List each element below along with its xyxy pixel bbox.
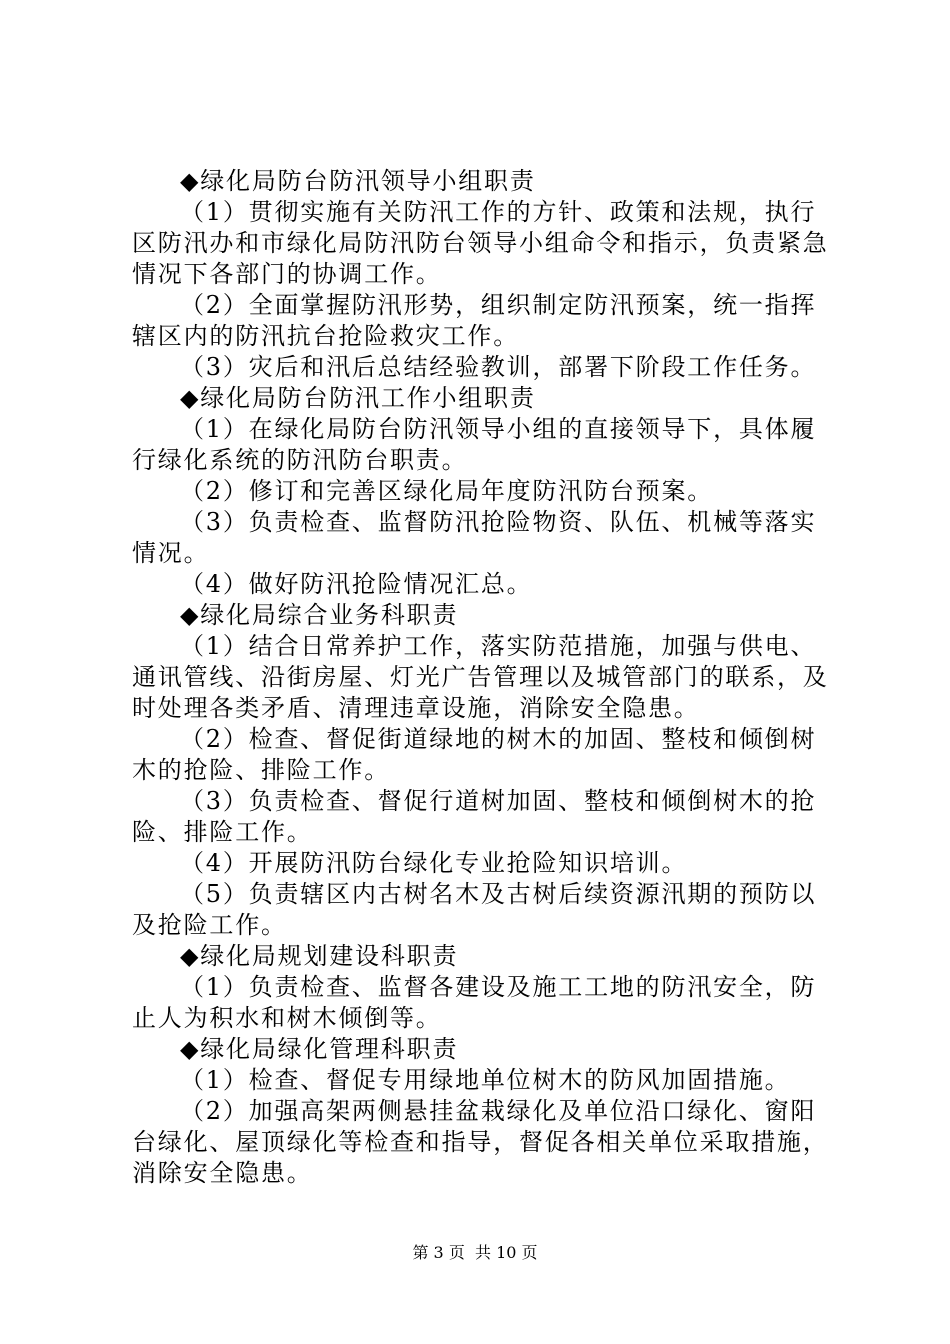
list-item: （4）做好防汛抢险情况汇总。 xyxy=(180,570,533,598)
list-item: （3）负责检查、监督防汛抢险物资、队伍、机械等落实情况。 xyxy=(132,508,817,567)
list-item: （1）负责检查、监督各建设及施工工地的防汛安全，防止人为积水和树木倾倒等。 xyxy=(132,973,817,1032)
list-item: （3）灾后和汛后总结经验教训，部署下阶段工作任务。 xyxy=(180,353,817,381)
list-item: （1）结合日常养护工作，落实防范措施，加强与供电、通讯管线、沿街房屋、灯光广告管理以及城管部门的联系，及时处理各类矛盾、清理违章设施，消除安全隐患。 xyxy=(132,632,829,722)
section-heading: ◆绿化局综合业务科职责 xyxy=(180,601,459,629)
list-item: （2）全面掌握防汛形势，组织制定防汛预案，统一指挥辖区内的防汛抗台抢险救灾工作。 xyxy=(132,291,817,350)
list-item: （1）检查、督促专用绿地单位树木的防风加固措施。 xyxy=(180,1066,791,1094)
section-heading: ◆绿化局规划建设科职责 xyxy=(180,942,459,970)
list-item: （2）加强高架两侧悬挂盆栽绿化及单位沿口绿化、窗阳台绿化、屋顶绿化等检查和指导，督促各相关单位采取措施，消除安全隐患。 xyxy=(132,1097,829,1187)
list-item: （2）修订和完善区绿化局年度防汛防台预案。 xyxy=(180,477,714,505)
section-heading: ◆绿化局绿化管理科职责 xyxy=(180,1035,459,1063)
section-heading: ◆绿化局防台防汛领导小组职责 xyxy=(180,167,536,195)
list-item: （2）检查、督促街道绿地的树木的加固、整枝和倾倒树木的抢险、排险工作。 xyxy=(132,725,817,784)
page-number-label: 第 3 页 共 10 页 xyxy=(412,1243,538,1262)
list-item: （1）贯彻实施有关防汛工作的方针、政策和法规，执行区防汛办和市绿化局防汛防台领导小组命令和指示，负责紧急情况下各部门的协调工作。 xyxy=(132,198,829,288)
list-item: （5）负责辖区内古树名木及古树后续资源汛期的预防以及抢险工作。 xyxy=(132,880,817,939)
list-item: （4）开展防汛防台绿化专业抢险知识培训。 xyxy=(180,849,688,877)
list-item: （3）负责检查、督促行道树加固、整枝和倾倒树木的抢险、排险工作。 xyxy=(132,787,817,846)
section-heading: ◆绿化局防台防汛工作小组职责 xyxy=(180,384,536,412)
list-item: （1）在绿化局防台防汛领导小组的直接领导下，具体履行绿化系统的防汛防台职责。 xyxy=(132,415,817,474)
page-footer xyxy=(0,1243,950,1263)
document-body xyxy=(132,166,832,1189)
